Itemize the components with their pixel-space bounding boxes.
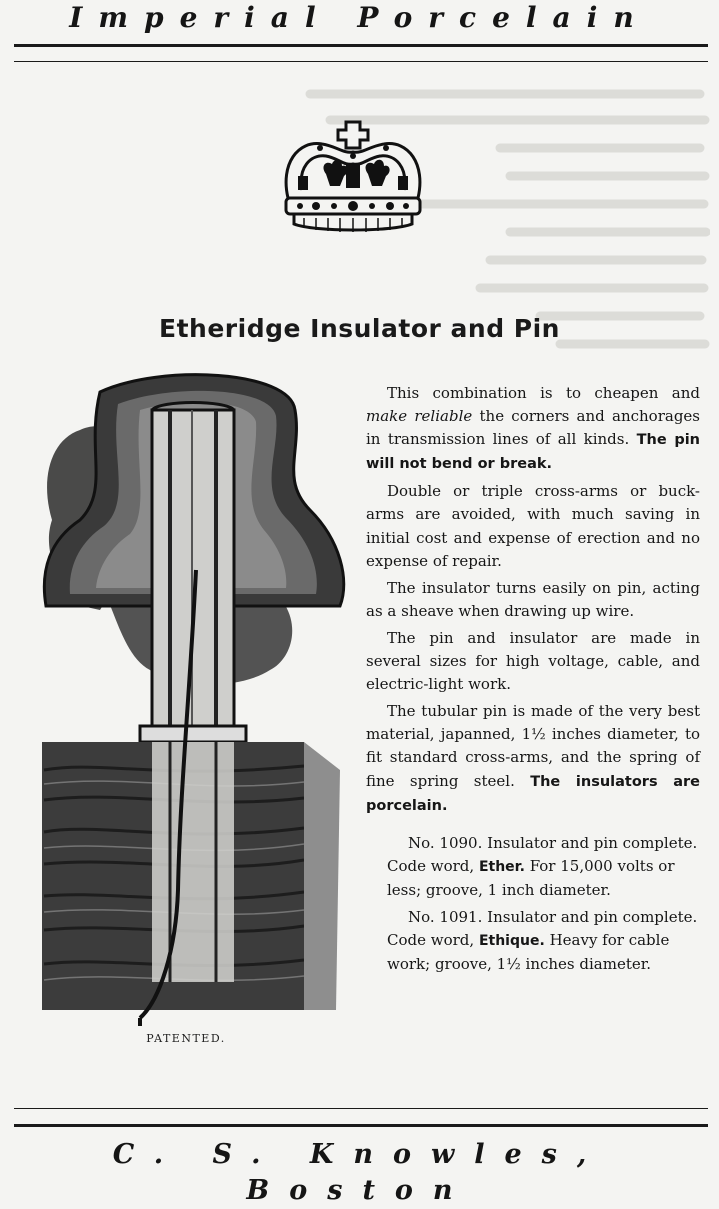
illustration-caption: PATENTED. (146, 1032, 226, 1045)
p1-emphasis: make reliable (366, 407, 473, 426)
catalog-item-1090 (366, 832, 700, 902)
footer-rule-bottom (14, 1124, 708, 1127)
insulator-illustration (40, 370, 355, 1035)
paragraph-4: The pin and insulator are made in several sizes for high voltage, cable, and electric-light work. (366, 628, 700, 694)
catalog-list (366, 832, 700, 977)
paragraph-3: The insulator turns easily on pin, acting as a sheave when drawing up wire. (366, 578, 700, 620)
item-lead: Insulator and pin complete. Code word, (387, 833, 698, 875)
p5-strong: The insulators are porcelain. (366, 773, 700, 814)
header-title: Imperial Porcelain (69, 1, 650, 34)
p1-strong: The pin will not bend or break. (366, 432, 700, 473)
header-rule-top (14, 44, 708, 47)
item-code-word: Ethique. (478, 933, 545, 950)
header-rule-bottom (14, 61, 708, 62)
item-code-word: Ether. (478, 858, 525, 875)
p1-rest: the corners and anchorages in transmission lines of all kinds. (366, 407, 700, 449)
description-text (366, 382, 700, 980)
paragraph-5 (366, 700, 700, 817)
item-rest: For 15,000 volts or less; groove, 1 inch diameter. (387, 856, 675, 899)
item-rest: Heavy for cable work; groove, 1½ inches diameter. (387, 931, 670, 974)
footer-title: C. S. Knowles, Boston (112, 1139, 607, 1206)
crown-icon (280, 118, 426, 236)
catalog-item-1091 (366, 906, 700, 976)
item-lead: Insulator and pin complete. Code word, (387, 907, 698, 950)
paragraph-1 (366, 382, 700, 476)
item-number: No. 1091. (408, 907, 483, 926)
p1-lead: This combination is to cheapen and (387, 384, 700, 402)
p5-text: The tubular pin is made of the very best material, japanned, 1½ inches diameter, to fit standard cross-arms, and the spring of fine spring steel. (366, 702, 700, 790)
item-number: No. 1090. (408, 833, 483, 852)
headline: Etheridge Insulator and Pin (159, 314, 560, 343)
paragraph-2: Double or triple cross-arms or buck-arms are avoided, with much saving in initial cost and expense of erection and no expense of repair. (366, 482, 700, 570)
footer-rule-top (14, 1108, 708, 1109)
